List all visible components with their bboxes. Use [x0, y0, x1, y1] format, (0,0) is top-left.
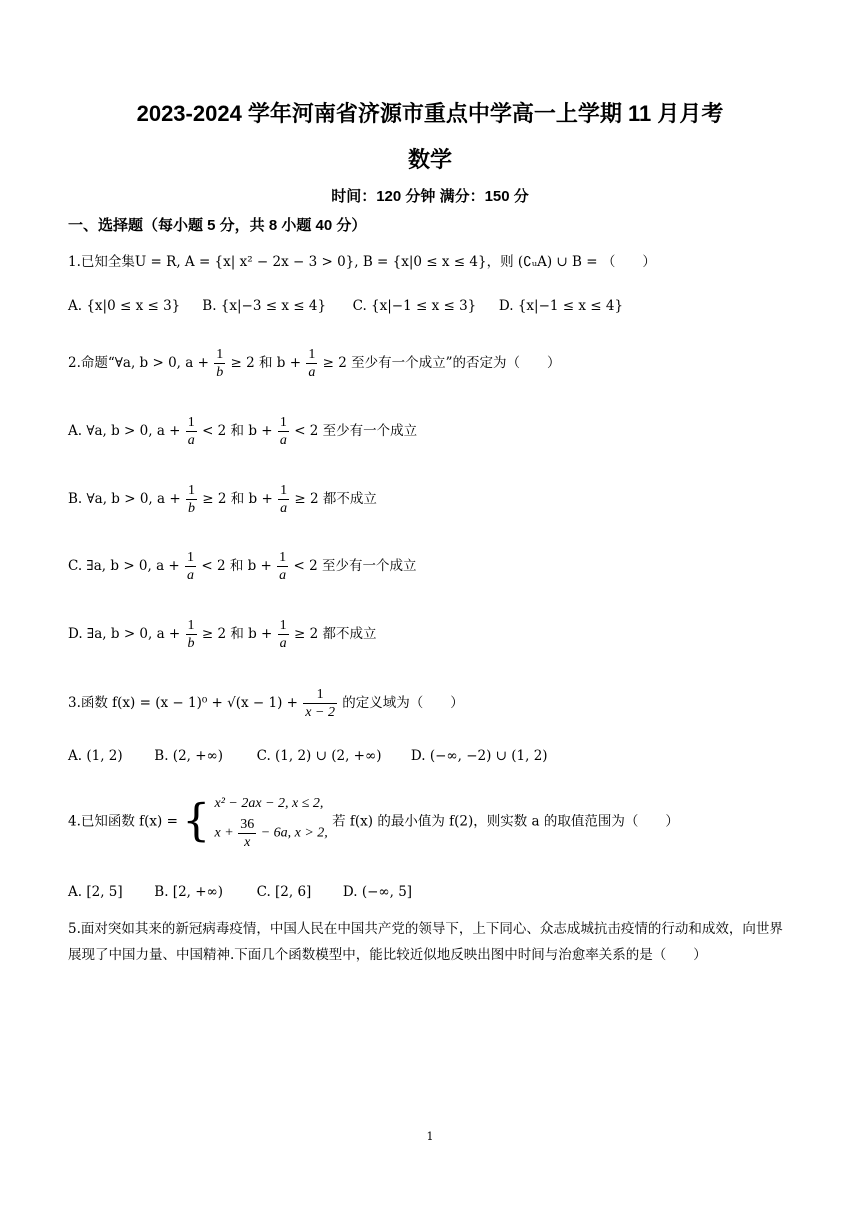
fraction-denominator: b	[187, 636, 195, 651]
fraction-denominator: x	[244, 835, 251, 850]
fraction-numerator: 1	[187, 483, 195, 498]
piecewise-case-1: x² − 2ax − 2, x ≤ 2,	[214, 796, 324, 811]
fraction-denominator: b	[216, 365, 224, 380]
section-title: 一、选择题（每小题 5 分，共 8 小题 40 分）	[68, 217, 367, 234]
question-3-stem	[68, 686, 464, 721]
question-4-options	[68, 882, 442, 902]
q4-option-c[interactable]: C. [2, 6]	[256, 884, 312, 900]
q2-option-c[interactable]	[68, 549, 416, 584]
fraction-denominator: a	[280, 501, 288, 516]
fraction-numerator: 1	[279, 415, 287, 430]
q4-option-b[interactable]: B. [2, +∞)	[154, 884, 224, 900]
case-text: − 6a, x > 2,	[260, 825, 328, 841]
q3-stem-part: 的定义域为（ ）	[342, 695, 464, 711]
q2-stem-part: ≥ 2 和 b +	[230, 355, 302, 371]
fraction	[186, 617, 197, 652]
fraction-numerator: 1	[187, 550, 195, 565]
fraction-denominator: a	[187, 433, 195, 448]
fraction-numerator: 1	[308, 347, 316, 362]
question-5-stem: 5.面对突如其来的新冠病毒疫情，中国人民在中国共产党的领导下，上下同心、众志成城抗击疫情的行动和成效，向世界展现了中国力量、中国精神.下面几个函数模型中，能比较近似地反映出图中时间与治愈率关系的是（ ）	[68, 921, 783, 963]
subject-title: 数学	[407, 147, 452, 172]
question-3-options	[68, 746, 578, 766]
q2-option-a[interactable]	[68, 414, 417, 449]
option-text: B. ∀a, b > 0, a +	[68, 491, 181, 507]
fraction-numerator: 1	[279, 550, 287, 565]
fraction-denominator: a	[308, 365, 316, 380]
option-text: ≥ 2 都不成立	[294, 491, 377, 507]
fraction-denominator: b	[187, 501, 195, 516]
fraction-denominator: x − 2	[305, 705, 335, 720]
fraction-denominator: a	[279, 433, 287, 448]
q4-stem-part: 若 f(x) 的最小值为 f(2)，则实数 a 的取值范围为（ ）	[332, 813, 679, 830]
option-text: < 2 和 b +	[201, 558, 272, 574]
piecewise-case-2	[215, 816, 328, 851]
q2-option-b[interactable]	[68, 482, 377, 517]
option-text: A. ∀a, b > 0, a +	[68, 423, 181, 439]
q3-option-b[interactable]: B. (2, +∞)	[154, 748, 224, 764]
fraction-numerator: 1	[187, 618, 195, 633]
q2-option-d[interactable]	[68, 617, 376, 652]
option-text: ≥ 2 都不成立	[293, 626, 377, 642]
fraction	[277, 549, 288, 584]
fraction	[214, 346, 225, 381]
q4-option-a[interactable]: A. [2, 5]	[68, 884, 123, 900]
option-text: ≥ 2 和 b +	[201, 626, 273, 642]
q2-stem-part: ≥ 2 至少有一个成立”的否定为（ ）	[322, 355, 561, 371]
q3-option-d[interactable]: D. (−∞, −2) ∪ (1, 2)	[410, 748, 548, 764]
fraction-denominator: a	[279, 568, 287, 583]
time-score-info: 时间：120 分钟 满分：150 分	[331, 188, 529, 205]
fraction	[306, 346, 317, 381]
fraction	[278, 414, 289, 449]
question-1-options	[68, 296, 653, 316]
question-2-stem	[68, 346, 561, 381]
option-text: < 2 和 b +	[202, 423, 273, 439]
fraction-numerator: 1	[279, 618, 287, 633]
fraction	[186, 482, 197, 517]
fraction-numerator: 1	[187, 415, 195, 430]
q1-option-d[interactable]: D. {x|−1 ≤ x ≤ 4}	[498, 298, 624, 314]
case-text: x +	[214, 825, 234, 841]
q3-option-c[interactable]: C. (1, 2) ∪ (2, +∞)	[256, 748, 382, 764]
option-text: C. ∃a, b > 0, a +	[68, 558, 180, 574]
fraction	[185, 549, 196, 584]
fraction-denominator: a	[187, 568, 195, 583]
q1-option-a[interactable]: A. {x|0 ≤ x ≤ 3}	[68, 298, 181, 314]
fraction	[238, 816, 256, 851]
option-text: < 2 至少有一个成立	[293, 558, 417, 574]
q2-stem-part: 2.命题“∀a, b > 0, a +	[68, 355, 209, 371]
question-1-stem: 1.已知全集U = R, A = {x| x² − 2x − 3 > 0}, B = {x|0 ≤ x ≤ 4}，则 (∁ᵤA) ∪ B = （ ）	[68, 254, 656, 270]
q1-option-c[interactable]: C. {x|−1 ≤ x ≤ 3}	[352, 298, 477, 314]
option-text: D. ∃a, b > 0, a +	[68, 626, 181, 642]
exam-title: 2023-2024 学年河南省济源市重点中学高一上学期 11 月月考	[136, 101, 724, 126]
fraction	[303, 686, 337, 721]
piecewise-cases	[215, 792, 328, 851]
fraction	[278, 482, 289, 517]
q3-option-a[interactable]: A. (1, 2)	[68, 748, 123, 764]
option-text: ≥ 2 和 b +	[202, 491, 273, 507]
q4-option-d[interactable]: D. (−∞, 5]	[342, 884, 413, 900]
option-text: < 2 至少有一个成立	[294, 423, 418, 439]
fraction-numerator: 1	[216, 347, 224, 362]
question-4-stem	[68, 792, 679, 851]
piecewise-brace: {	[182, 795, 211, 847]
fraction-denominator: a	[279, 636, 287, 651]
page-number: 1	[426, 1130, 434, 1143]
fraction-numerator: 1	[280, 483, 288, 498]
q3-stem-part: 3.函数 f(x) = (x − 1)⁰ + √(x − 1) +	[68, 695, 298, 711]
q4-stem-part: 4.已知函数 f(x) =	[68, 813, 178, 830]
q1-option-b[interactable]: B. {x|−3 ≤ x ≤ 4}	[202, 298, 327, 314]
fraction-numerator: 1	[303, 686, 337, 704]
fraction	[278, 617, 289, 652]
fraction-numerator: 36	[240, 817, 255, 832]
fraction	[186, 414, 197, 449]
